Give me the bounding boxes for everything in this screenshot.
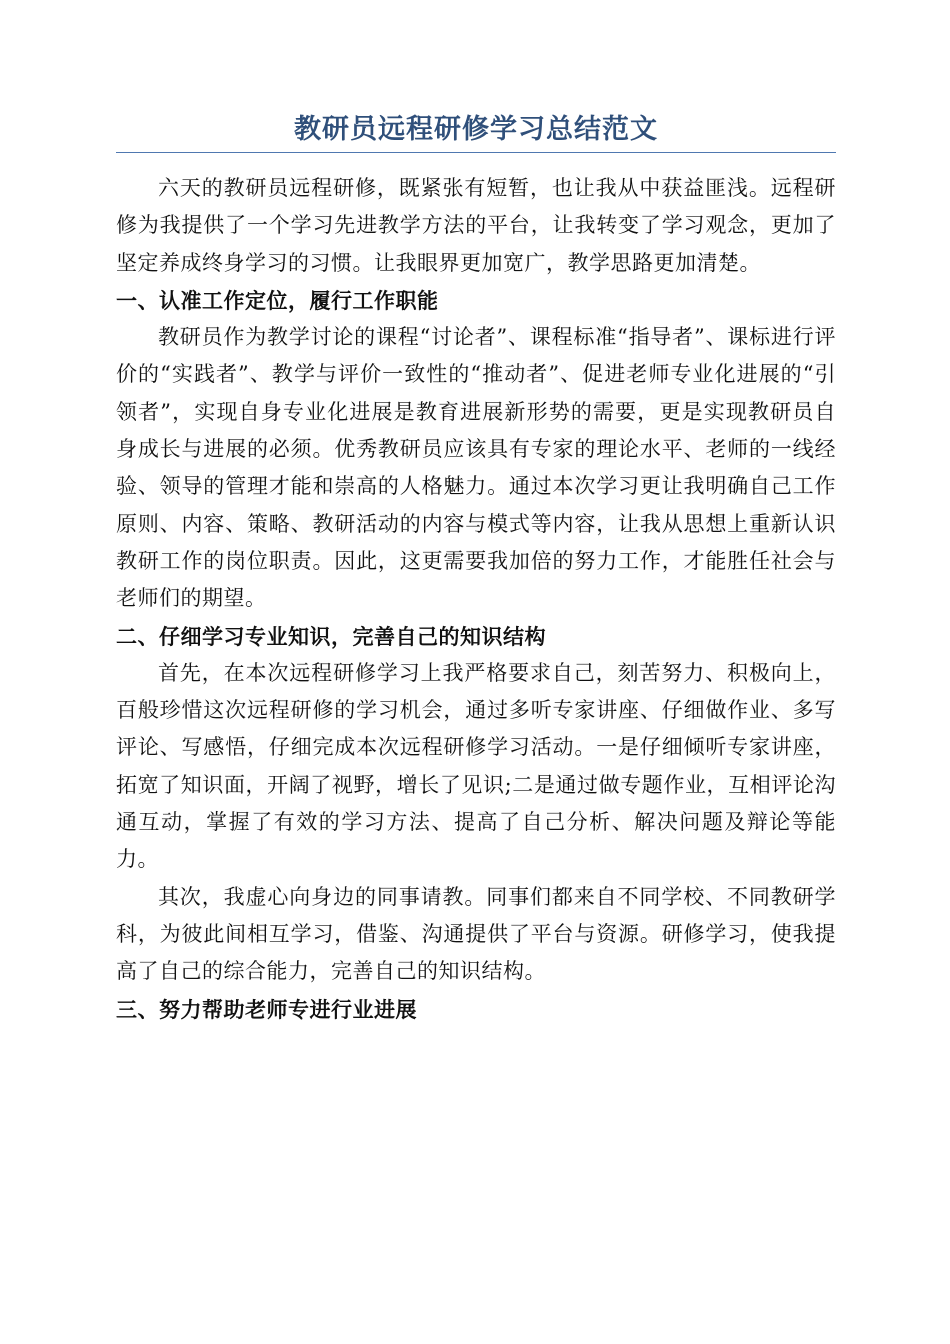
- section-heading-2: 二、仔细学习专业知识，完善自己的知识结构: [116, 623, 546, 649]
- section-1-paragraph-1: 教研员作为教学讨论的课程“讨论者”、课程标准“指导者”、课标进行评价的“实践者”、教学与评价一致性的“推动者”、促进老师专业化进展的“引领者”，实现自身专业化进展是教育进展新形势的需要，更是实现教研员自身成长与进展的必须。优秀教研员应该具有专家的理论水平、老师的一线经验、领导的管理才能和崇高的人格魅力。通过本次学习更让我明确自己工作原则、内容、策略、教研活动的内容与模式等内容，让我从思想上重新认识教研工作的岗位职责。因此，这更需要我加倍的努力工作，才能胜任社会与老师们的期望。: [116, 325, 836, 611]
- section-2-paragraph-2: 其次，我虚心向身边的同事请教。同事们都来自不同学校、不同教研学科，为彼此间相互学习，借鉴、沟通提供了平台与资源。研修学习，使我提高了自己的综合能力，完善自己的知识结构。: [116, 884, 836, 984]
- document-page: [116, 110, 836, 1028]
- document-body: [116, 170, 836, 1028]
- section-heading-1: 一、认准工作定位，履行工作职能: [116, 287, 439, 313]
- intro-paragraph: 六天的教研员远程研修，既紧张有短暂，也让我从中获益匪浅。远程研修为我提供了一个学习先进教学方法的平台，让我转变了学习观念，更加了坚定养成终身学习的习惯。让我眼界更加宽广，教学思路更加清楚。: [116, 176, 836, 275]
- section-2-paragraph-1: 首先，在本次远程研修学习上我严格要求自己，刻苦努力、积极向上，百般珍惜这次远程研修的学习机会，通过多听专家讲座、仔细做作业、多写评论、写感悟，仔细完成本次远程研修学习活动。一是仔细倾听专家讲座，拓宽了知识面，开阔了视野，增长了见识;二是通过做专题作业，互相评论沟通互动，掌握了有效的学习方法、提高了自己分析、解决问题及辩论等能力。: [116, 660, 836, 872]
- section-heading-3: 三、努力帮助老师专进行业进展: [116, 996, 417, 1022]
- document-title: 教研员远程研修学习总结范文: [116, 110, 836, 153]
